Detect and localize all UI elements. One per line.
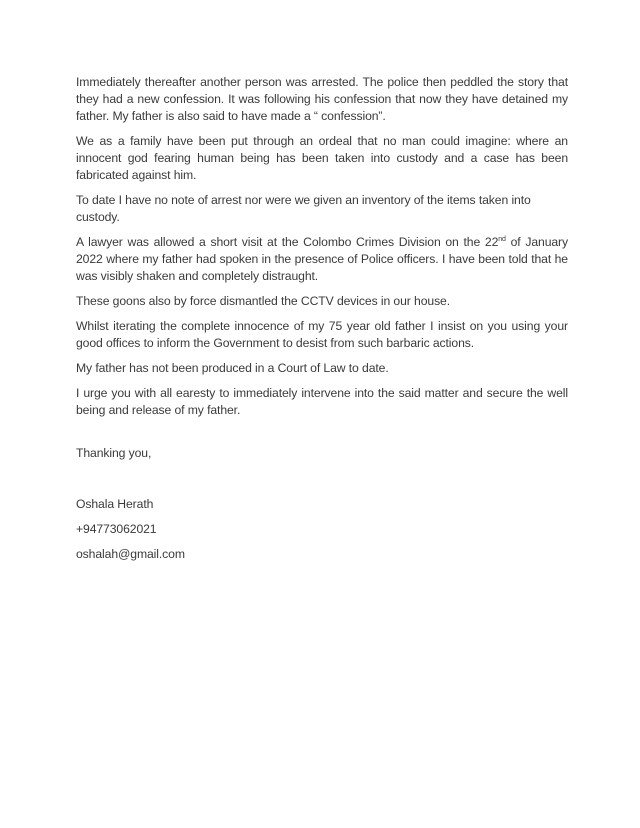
closing-line: Thanking you, [76, 446, 152, 460]
signature-phone: +94773062021 [76, 522, 157, 536]
signature-block [76, 496, 568, 563]
paragraph-not-produced-in-court: My father has not been produced in a Court of Law to date. [76, 361, 389, 375]
paragraph-family-ordeal: We as a family have been put through an ordeal that no man could imagine: where an innocent god fearing human being has been taken into custody and a case has been fabricated against him. [76, 134, 568, 182]
paragraph-innocence-plea: Whilst iterating the complete innocence of my 75 year old father I insist on you using your good offices to inform the Government to desist from such barbaric actions. [76, 319, 568, 350]
lawyer-visit-text-end: of January 2022 where my father had spoken in the presence of Police officers. I have been told that he was visibly shaken and completely distraught. [76, 235, 568, 283]
paragraph-arrest-confession: Immediately thereafter another person was arrested. The police then peddled the story that they had a new confession. It was following his confession that now they have detained my father. My father is also said to have made a “ confession”. [76, 75, 568, 123]
paragraph-urge-intervention: I urge you with all earesty to immediately intervene into the said matter and secure the well being and release of my father. [76, 386, 568, 417]
signature-email: oshalah@gmail.com [76, 547, 185, 561]
signature-name: Oshala Herath [76, 497, 154, 511]
letter-page [76, 74, 568, 571]
lawyer-visit-text-start: A lawyer was allowed a short visit at the Colombo Crimes Division on the 22 [76, 235, 499, 249]
paragraph-lawyer-visit [76, 234, 568, 285]
paragraph-cctv-dismantled: These goons also by force dismantled the CCTV devices in our house. [76, 294, 451, 308]
date-ordinal-superscript: nd [498, 236, 506, 243]
paragraph-no-arrest-note: To date I have no note of arrest nor were we given an inventory of the items taken into custody. [76, 193, 531, 224]
